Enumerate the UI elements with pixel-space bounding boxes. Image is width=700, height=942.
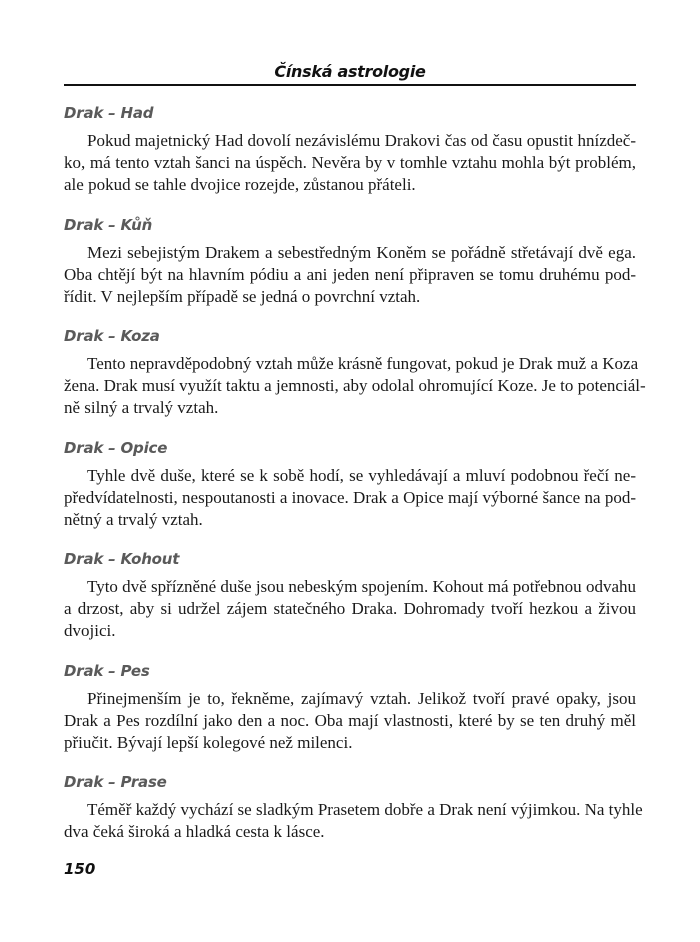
page-content — [64, 102, 646, 883]
section — [64, 771, 643, 883]
section — [64, 437, 636, 549]
paragraph-line: žena. Drak musí využít taktu a jemnosti, aby odolal ohromující Koze. Je to potenciál- — [64, 376, 646, 395]
paragraph-line: a drzost, aby si udržel zájem statečného Draka. Dohromady tvoří hezkou a živou — [64, 599, 636, 618]
section-heading: Drak – Prase — [64, 773, 167, 791]
header-rule — [64, 84, 636, 86]
paragraph-line: Přinejmenším je to, řekněme, zajímavý vztah. Jelikož tvoří pravé opaky, jsou — [87, 688, 636, 708]
paragraph-line: Pokud majetnický Had dovolí nezávislému Drakovi čas od času opustit hnízdeč- — [87, 131, 636, 150]
section — [64, 660, 636, 772]
paragraph-line: nětný a trvalý vztah. — [64, 509, 203, 529]
paragraph-line: řídit. V nejlepším případě se jedná o povrchní vztah. — [64, 286, 421, 306]
paragraph-line: Mezi sebejistým Drakem a sebestředným Koněm se pořádně střetávají dvě ega. — [87, 242, 636, 262]
paragraph-line: dvojici. — [64, 621, 116, 640]
paragraph-line: dva čeká široká a hladká cesta k lásce. — [64, 822, 325, 841]
paragraph-line: přiučit. Bývají lepší kolegové než milenci. — [64, 732, 353, 752]
paragraph-line: ko, má tento vztah šanci na úspěch. Nevěra by v tomhle vztahu mohla být problém, — [64, 153, 636, 172]
paragraph-line: Tyto dvě spřízněné duše jsou nebeským spojením. Kohout má potřebnou odvahu — [87, 577, 636, 596]
page-number: 150 — [64, 860, 96, 878]
paragraph-line: Téměř každý vychází se sladkým Prasetem dobře a Drak není výjimkou. Na tyhle — [87, 800, 643, 819]
section — [64, 325, 646, 437]
section — [64, 548, 636, 660]
section — [64, 214, 636, 326]
section-heading: Drak – Opice — [64, 438, 168, 457]
section-heading: Drak – Pes — [64, 661, 150, 680]
section-heading: Drak – Kůň — [64, 215, 153, 234]
section — [64, 102, 636, 214]
section-heading: Drak – Koza — [64, 327, 160, 345]
paragraph-line: ale pokud se tahle dvojice rozejde, zůstanou přáteli. — [64, 175, 416, 194]
section-heading: Drak – Kohout — [64, 550, 180, 568]
section-heading: Drak – Had — [64, 104, 154, 122]
running-head: Čínská astrologie — [274, 62, 426, 81]
paragraph-line: Tento nepravděpodobný vztah může krásně fungovat, pokud je Drak muž a Koza — [87, 354, 639, 373]
paragraph-line: předvídatelnosti, nespoutanosti a inovace. Drak a Opice mají výborné šance na pod- — [64, 487, 636, 507]
paragraph-line: Oba chtějí být na hlavním pódiu a ani jeden není připraven se tomu druhému pod- — [64, 264, 636, 284]
paragraph-line: Tyhle dvě duše, které se k sobě hodí, se vyhledávají a mluví podobnou řečí ne- — [87, 465, 636, 485]
paragraph-line: ně silný a trvalý vztah. — [64, 398, 219, 417]
paragraph-line: Drak a Pes rozdílní jako den a noc. Oba mají vlastnosti, které by se ten druhý měl — [64, 710, 636, 730]
